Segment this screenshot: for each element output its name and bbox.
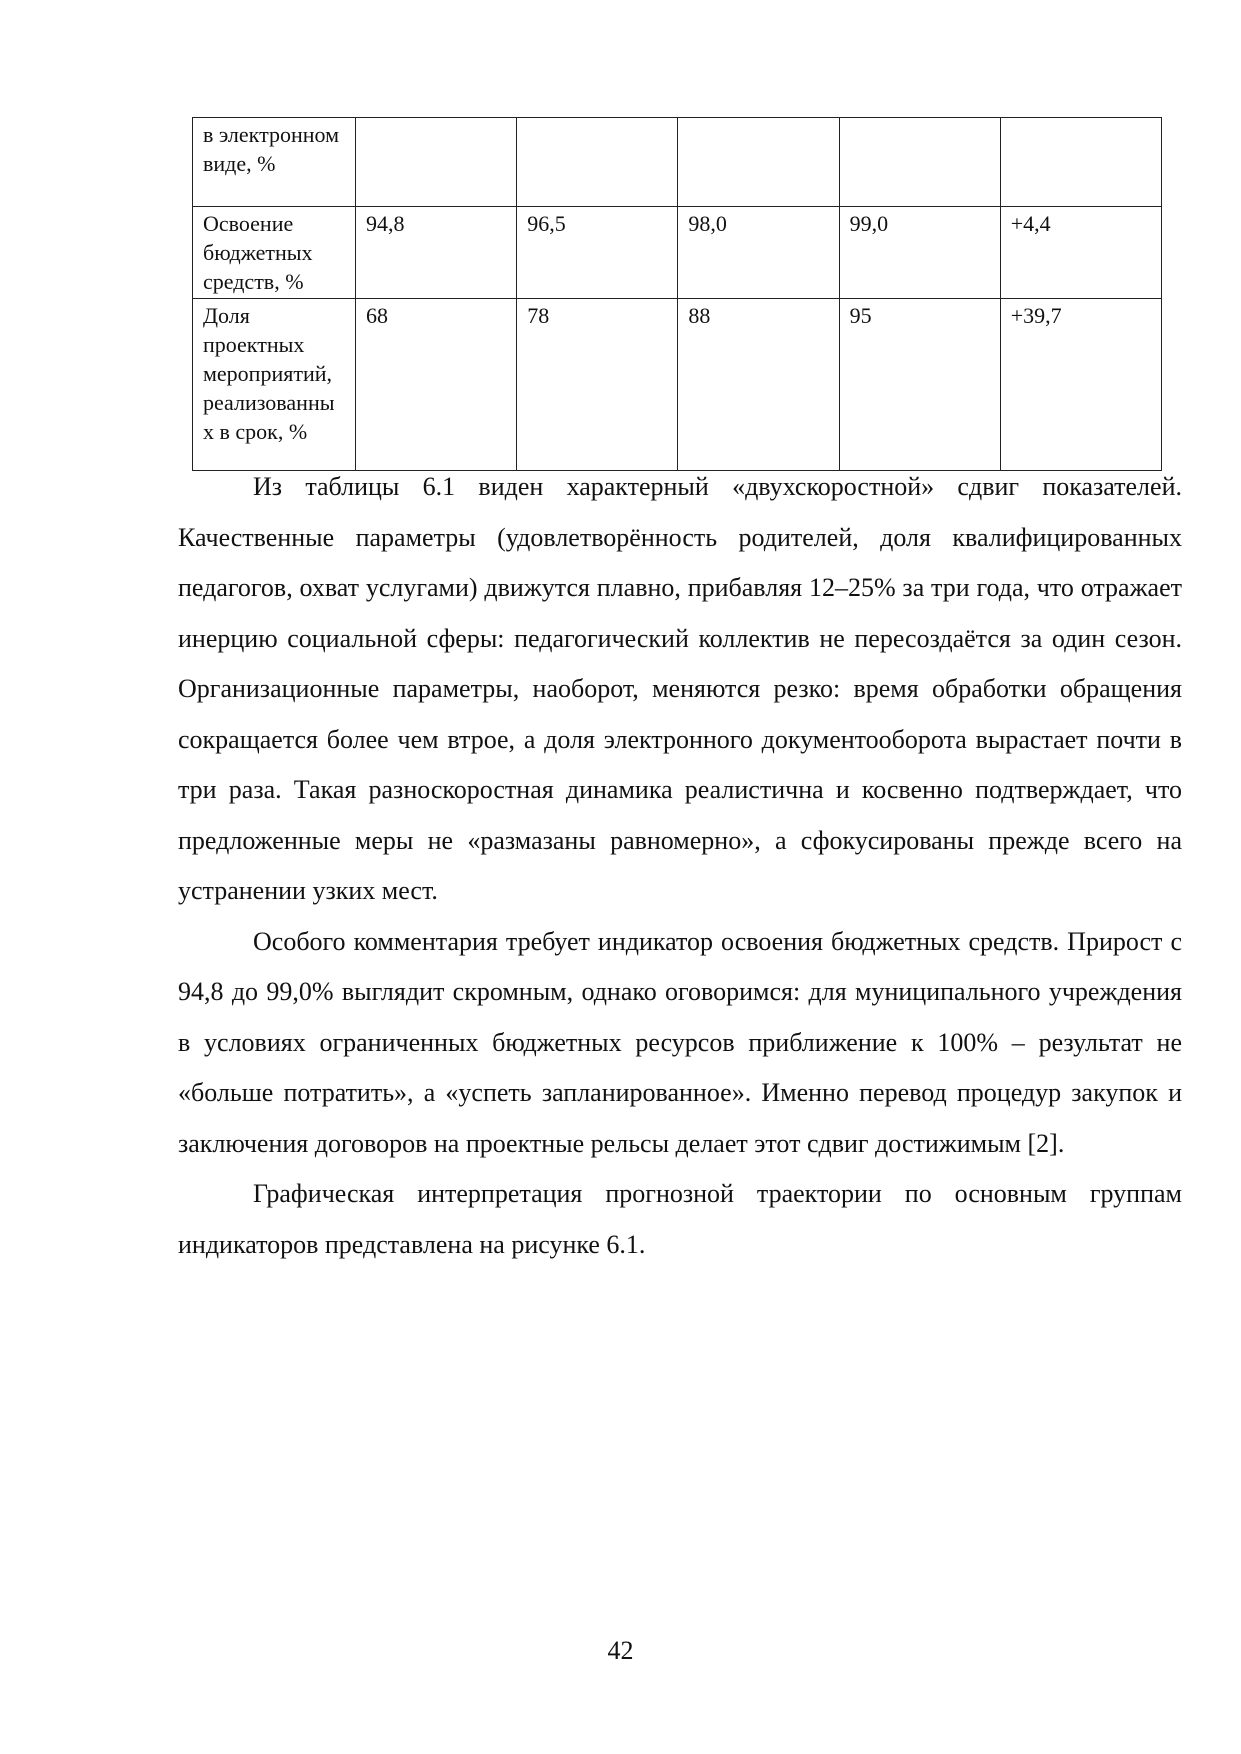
table-cell: +39,7 <box>1000 299 1161 471</box>
table-cell: 94,8 <box>356 207 517 299</box>
paragraph: Из таблицы 6.1 виден характерный «двухскоростной» сдвиг показателей. Качественные параметры (удовлетворённость родителей, доля квалифицированных педагогов, охват услугами) движутся плавно, прибавляя 12–25% за три года, что отражает инерцию социальной сферы: педагогический коллектив не пересоздаётся за один сезон. Организационные параметры, наоборот, меняются резко: время обработки обращения сокращается более чем втрое, а доля электронного документооборота вырастает почти в три раза. Такая разноскоростная динамика реалистична и косвенно подтверждает, что предложенные меры не «размазаны равномерно», а сфокусированы прежде всего на устранении узких мест. <box>178 472 1182 905</box>
table-cell <box>1000 118 1161 207</box>
table-cell: 99,0 <box>839 207 1000 299</box>
paragraph: Графическая интерпретация прогнозной траектории по основным группам индикаторов представлена на рисунке 6.1. <box>178 1179 1182 1259</box>
table-cell: 98,0 <box>678 207 839 299</box>
table-cell: 78 <box>517 299 678 471</box>
page-number: 42 <box>607 1636 634 1665</box>
table-row-label: Освоение бюджетных средств, % <box>193 207 356 299</box>
table-row <box>193 118 1162 207</box>
paragraph: Особого комментария требует индикатор освоения бюджетных средств. Прирост с 94,8 до 99,0% выглядит скромным, однако оговоримся: для муниципального учреждения в условиях ограниченных бюджетных ресурсов приближение к 100% – результат не «больше потратить», а «успеть запланированное». Именно перевод процедур закупок и заключения договоров на проектные рельсы делает этот сдвиг достижимым [2]. <box>178 926 1182 1158</box>
table-cell: 95 <box>839 299 1000 471</box>
table-row-label: Доля проектных мероприятий, реализованных в срок, % <box>193 299 356 471</box>
indicator-table <box>192 117 1162 471</box>
table-cell <box>678 118 839 207</box>
table-row <box>193 207 1162 299</box>
table-cell: 88 <box>678 299 839 471</box>
table-cell: 68 <box>356 299 517 471</box>
table-cell <box>839 118 1000 207</box>
table-row-label: в электронном виде, % <box>193 118 356 207</box>
table-cell <box>356 118 517 207</box>
table-cell: +4,4 <box>1000 207 1161 299</box>
table-cell <box>517 118 678 207</box>
table-cell: 96,5 <box>517 207 678 299</box>
body-text <box>178 462 1182 1270</box>
table-row <box>193 299 1162 471</box>
